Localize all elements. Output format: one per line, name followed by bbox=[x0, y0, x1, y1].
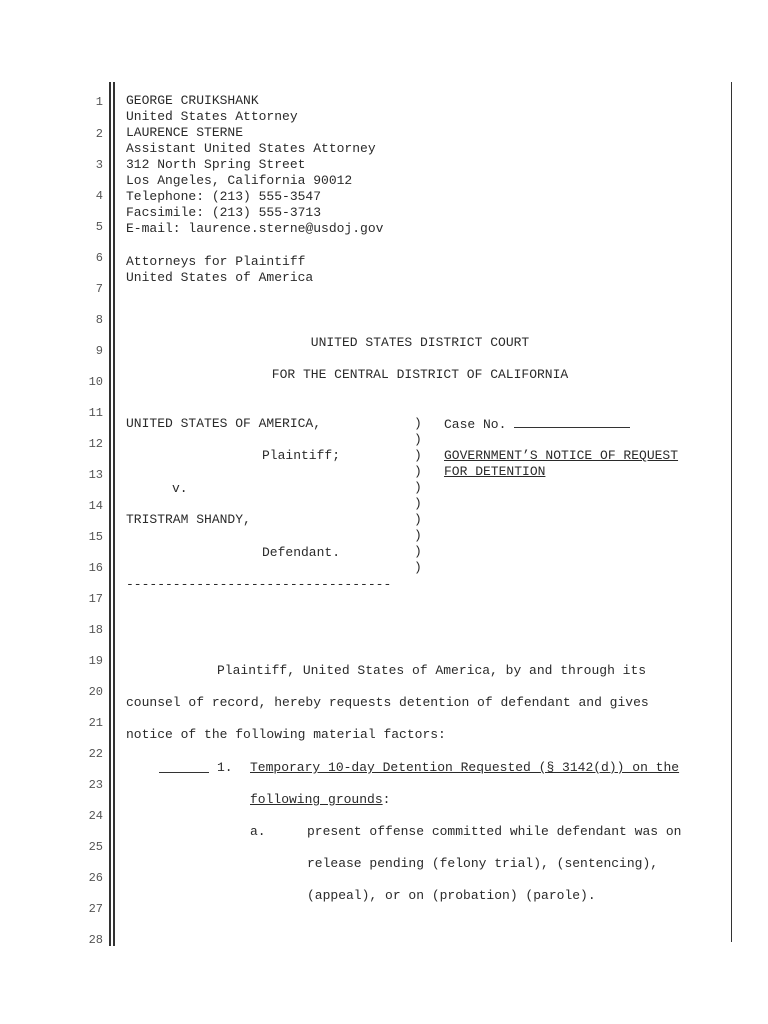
item1-heading-line2 bbox=[250, 792, 390, 808]
case-number bbox=[444, 415, 630, 433]
line-number: 20 bbox=[88, 685, 103, 699]
item1a-line: release pending (felony trial), (sentencing), bbox=[307, 856, 659, 871]
attorney-name: GEORGE CRUIKSHANK bbox=[126, 93, 259, 108]
caption-paren: ) bbox=[414, 496, 422, 511]
line-number: 25 bbox=[88, 840, 103, 854]
case-number-label: Case No. bbox=[444, 417, 507, 432]
item1-checkbox-blank bbox=[159, 760, 209, 773]
line-number: 16 bbox=[88, 561, 103, 575]
line-number: 13 bbox=[88, 468, 103, 482]
line-number: 27 bbox=[88, 902, 103, 916]
line-number: 26 bbox=[88, 871, 103, 885]
line-number: 9 bbox=[95, 344, 103, 358]
item1-heading-line1: Temporary 10-day Detention Requested (§ 3142(d)) on the bbox=[250, 760, 680, 775]
assistant-name: LAURENCE STERNE bbox=[126, 125, 244, 140]
caption-paren: ) bbox=[414, 560, 422, 575]
street-address: 312 North Spring Street bbox=[126, 157, 306, 172]
line-number: 3 bbox=[95, 158, 103, 172]
plaintiff-role: Plaintiff; bbox=[262, 448, 341, 463]
caption-paren: ) bbox=[414, 528, 422, 543]
defendant-party: TRISTRAM SHANDY, bbox=[126, 512, 251, 527]
left-margin-rule-outer bbox=[109, 82, 111, 946]
attorney-title: United States Attorney bbox=[126, 109, 298, 124]
document-title-line1: GOVERNMENT’S NOTICE OF REQUEST bbox=[444, 448, 679, 463]
line-number: 18 bbox=[88, 623, 103, 637]
item1-heading-colon: : bbox=[382, 792, 391, 807]
intro-line: notice of the following material factors: bbox=[126, 727, 446, 742]
item1-heading-text: following grounds bbox=[250, 792, 383, 807]
facsimile: Facsimile: (213) 555-3713 bbox=[126, 205, 322, 220]
intro-line: Plaintiff, United States of America, by and through its bbox=[217, 663, 647, 678]
caption-divider: ---------------------------------- bbox=[126, 577, 392, 592]
caption-paren: ) bbox=[414, 480, 422, 495]
line-number: 6 bbox=[95, 251, 103, 265]
item1a-letter: a. bbox=[250, 824, 266, 839]
email: E-mail: laurence.sterne@usdoj.gov bbox=[126, 221, 384, 236]
line-number: 23 bbox=[88, 778, 103, 792]
caption-paren: ) bbox=[414, 432, 422, 447]
telephone: Telephone: (213) 555-3547 bbox=[126, 189, 322, 204]
left-margin-rule-inner bbox=[113, 82, 115, 946]
line-number: 5 bbox=[95, 220, 103, 234]
city-address: Los Angeles, California 90012 bbox=[126, 173, 353, 188]
plaintiff-party: UNITED STATES OF AMERICA, bbox=[126, 416, 322, 431]
line-number: 15 bbox=[88, 530, 103, 544]
document-title-line2: FOR DETENTION bbox=[444, 464, 546, 479]
line-number: 24 bbox=[88, 809, 103, 823]
court-district: FOR THE CENTRAL DISTRICT OF CALIFORNIA bbox=[271, 367, 569, 382]
court-name: UNITED STATES DISTRICT COURT bbox=[310, 335, 530, 350]
line-number: 17 bbox=[88, 592, 103, 606]
caption-paren: ) bbox=[414, 512, 422, 527]
versus: v. bbox=[172, 481, 188, 496]
line-number: 8 bbox=[95, 313, 103, 327]
line-number: 14 bbox=[88, 499, 103, 513]
item1-number: 1. bbox=[217, 760, 233, 775]
line-number: 12 bbox=[88, 437, 103, 451]
line-number: 28 bbox=[88, 933, 103, 947]
item1a-line: present offense committed while defendant was on bbox=[307, 824, 682, 839]
line-number: 1 bbox=[95, 95, 103, 109]
line-number: 21 bbox=[88, 716, 103, 730]
caption-paren: ) bbox=[414, 544, 422, 559]
line-number: 10 bbox=[88, 375, 103, 389]
defendant-role: Defendant. bbox=[262, 545, 341, 560]
item1a-line: (appeal), or on (probation) (parole). bbox=[307, 888, 596, 903]
line-number: 11 bbox=[88, 406, 103, 420]
line-number: 4 bbox=[95, 189, 103, 203]
line-number: 19 bbox=[88, 654, 103, 668]
assistant-title: Assistant United States Attorney bbox=[126, 141, 376, 156]
line-number: 22 bbox=[88, 747, 103, 761]
caption-paren: ) bbox=[414, 464, 422, 479]
caption-paren: ) bbox=[414, 448, 422, 463]
line-number: 7 bbox=[95, 282, 103, 296]
case-number-blank bbox=[514, 415, 630, 428]
intro-line: counsel of record, hereby requests detention of defendant and gives bbox=[126, 695, 649, 710]
line-number: 2 bbox=[95, 127, 103, 141]
attorneys-for: Attorneys for Plaintiff bbox=[126, 254, 306, 269]
caption-paren: ) bbox=[414, 416, 422, 431]
client-name: United States of America bbox=[126, 270, 314, 285]
right-margin-rule bbox=[731, 82, 732, 942]
